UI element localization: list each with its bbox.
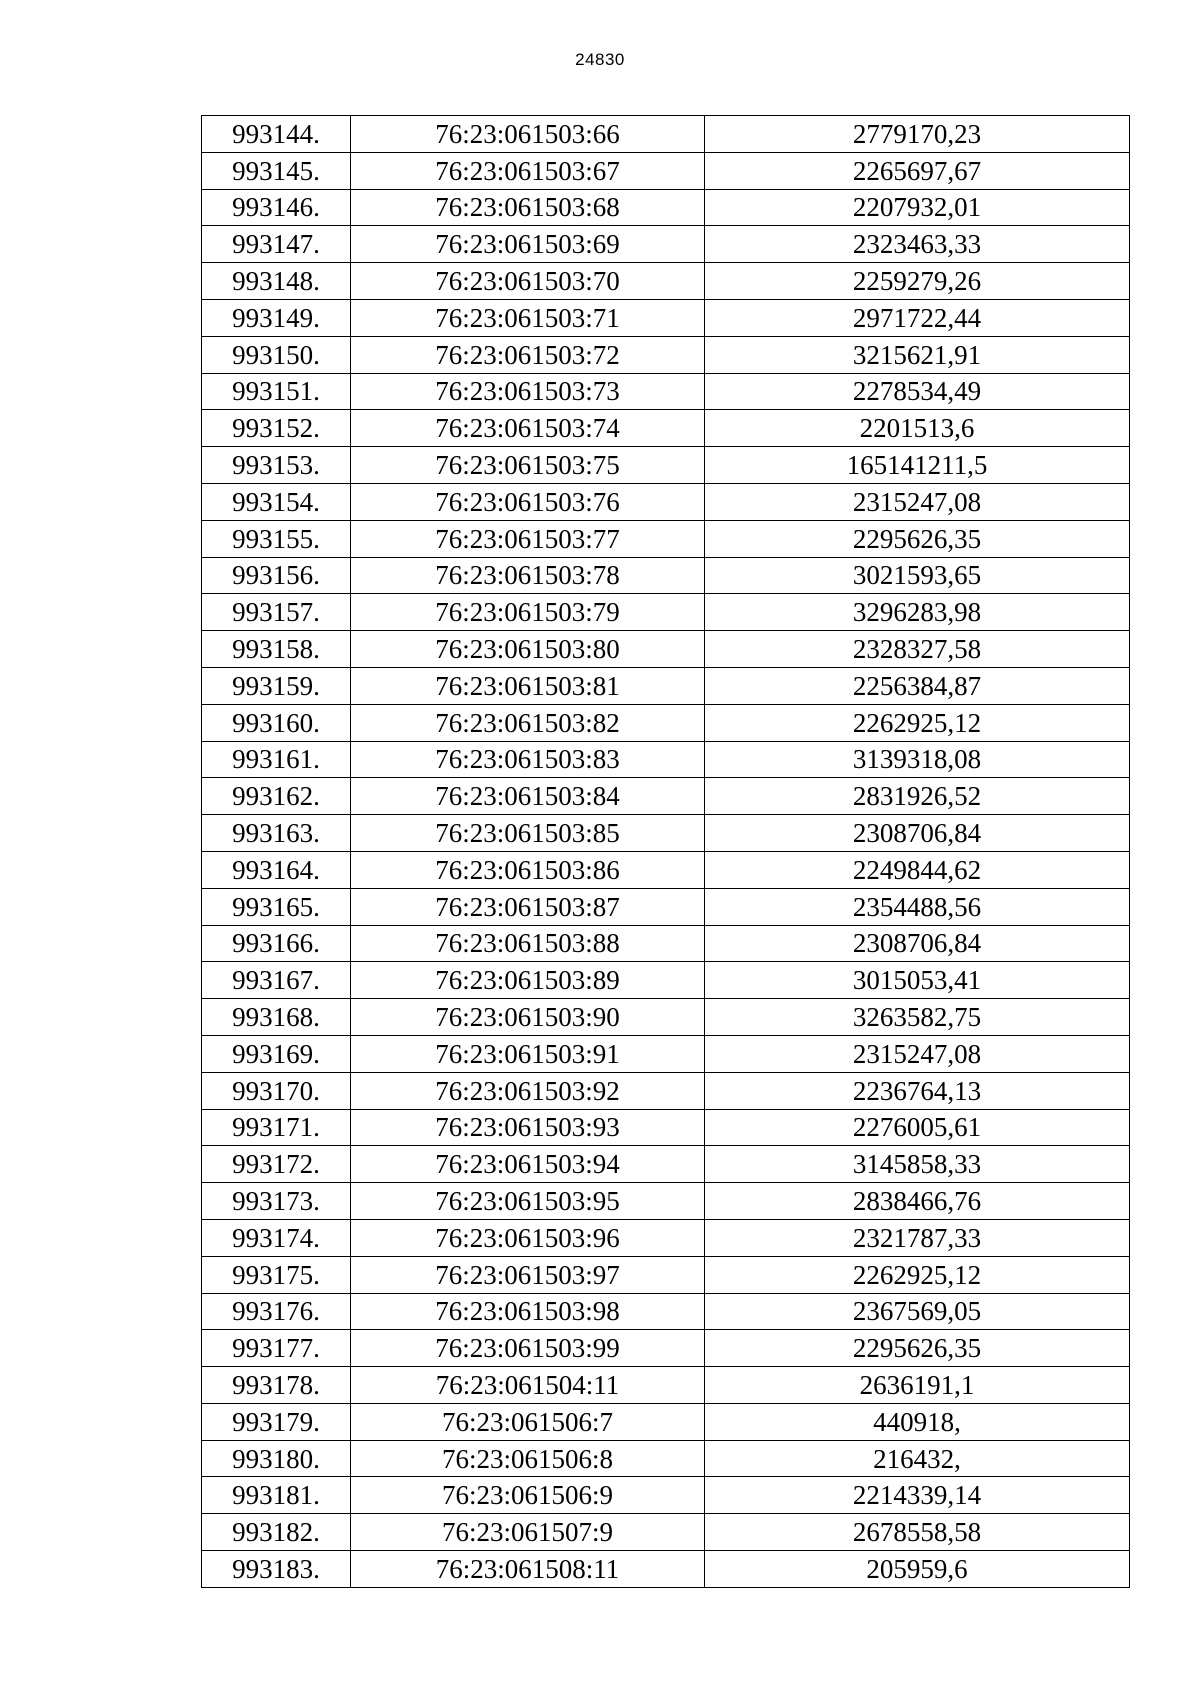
- table-row: [202, 851, 1130, 888]
- cadastral-number-cell: 76:23:061503:97: [351, 1256, 705, 1293]
- value-cell: 3296283,98: [705, 594, 1130, 631]
- row-index-cell: 993176.: [202, 1293, 351, 1330]
- row-index-cell: 993165.: [202, 888, 351, 925]
- cadastral-number-cell: 76:23:061503:91: [351, 1035, 705, 1072]
- cadastral-number-cell: 76:23:061506:9: [351, 1477, 705, 1514]
- table-row: [202, 1035, 1130, 1072]
- cadastral-number-cell: 76:23:061506:7: [351, 1403, 705, 1440]
- cadastral-number-cell: 76:23:061508:11: [351, 1551, 705, 1588]
- value-cell: 3215621,91: [705, 336, 1130, 373]
- table-row: [202, 1477, 1130, 1514]
- value-cell: 2276005,61: [705, 1109, 1130, 1146]
- table-row: [202, 447, 1130, 484]
- row-index-cell: 993162.: [202, 778, 351, 815]
- value-cell: 165141211,5: [705, 447, 1130, 484]
- table-row: [202, 594, 1130, 631]
- value-cell: 2971722,44: [705, 299, 1130, 336]
- cadastral-number-cell: 76:23:061503:70: [351, 263, 705, 300]
- cadastral-number-cell: 76:23:061503:80: [351, 631, 705, 668]
- page-number: 24830: [575, 50, 625, 69]
- value-cell: 2262925,12: [705, 704, 1130, 741]
- row-index-cell: 993177.: [202, 1330, 351, 1367]
- value-cell: 2779170,23: [705, 116, 1130, 153]
- row-index-cell: 993161.: [202, 741, 351, 778]
- row-index-cell: 993159.: [202, 667, 351, 704]
- cadastral-number-cell: 76:23:061503:82: [351, 704, 705, 741]
- row-index-cell: 993158.: [202, 631, 351, 668]
- cadastral-number-cell: 76:23:061503:88: [351, 925, 705, 962]
- table-row: [202, 557, 1130, 594]
- row-index-cell: 993153.: [202, 447, 351, 484]
- value-cell: 2367569,05: [705, 1293, 1130, 1330]
- value-cell: 205959,6: [705, 1551, 1130, 1588]
- value-cell: 2328327,58: [705, 631, 1130, 668]
- value-cell: 2207932,01: [705, 189, 1130, 226]
- table-row: [202, 1367, 1130, 1404]
- row-index-cell: 993183.: [202, 1551, 351, 1588]
- table-row: [202, 631, 1130, 668]
- value-cell: 440918,: [705, 1403, 1130, 1440]
- row-index-cell: 993181.: [202, 1477, 351, 1514]
- table-row: [202, 1072, 1130, 1109]
- value-cell: 3145858,33: [705, 1146, 1130, 1183]
- value-cell: 2636191,1: [705, 1367, 1130, 1404]
- table-row: [202, 888, 1130, 925]
- table-row: [202, 410, 1130, 447]
- row-index-cell: 993166.: [202, 925, 351, 962]
- value-cell: 2831926,52: [705, 778, 1130, 815]
- table-row: [202, 815, 1130, 852]
- table-row: [202, 1514, 1130, 1551]
- cadastral-number-cell: 76:23:061503:95: [351, 1183, 705, 1220]
- value-cell: 2315247,08: [705, 483, 1130, 520]
- value-cell: 2678558,58: [705, 1514, 1130, 1551]
- row-index-cell: 993173.: [202, 1183, 351, 1220]
- row-index-cell: 993157.: [202, 594, 351, 631]
- row-index-cell: 993179.: [202, 1403, 351, 1440]
- cadastral-number-cell: 76:23:061503:66: [351, 116, 705, 153]
- cadastral-number-cell: 76:23:061503:98: [351, 1293, 705, 1330]
- cadastral-number-cell: 76:23:061503:90: [351, 999, 705, 1036]
- row-index-cell: 993163.: [202, 815, 351, 852]
- value-cell: 2295626,35: [705, 520, 1130, 557]
- cadastral-number-cell: 76:23:061503:75: [351, 447, 705, 484]
- table-row: [202, 1183, 1130, 1220]
- data-table: [201, 115, 1130, 1588]
- value-cell: 3139318,08: [705, 741, 1130, 778]
- table-row: [202, 1256, 1130, 1293]
- row-index-cell: 993150.: [202, 336, 351, 373]
- value-cell: 3015053,41: [705, 962, 1130, 999]
- row-index-cell: 993144.: [202, 116, 351, 153]
- value-cell: 2236764,13: [705, 1072, 1130, 1109]
- row-index-cell: 993178.: [202, 1367, 351, 1404]
- row-index-cell: 993167.: [202, 962, 351, 999]
- cadastral-number-cell: 76:23:061503:76: [351, 483, 705, 520]
- table-row: [202, 520, 1130, 557]
- value-cell: 216432,: [705, 1440, 1130, 1477]
- value-cell: 2265697,67: [705, 152, 1130, 189]
- table-body: [202, 116, 1130, 1588]
- row-index-cell: 993172.: [202, 1146, 351, 1183]
- table-row: [202, 925, 1130, 962]
- table-row: [202, 1330, 1130, 1367]
- table-row: [202, 336, 1130, 373]
- table-row: [202, 189, 1130, 226]
- row-index-cell: 993175.: [202, 1256, 351, 1293]
- cadastral-number-cell: 76:23:061506:8: [351, 1440, 705, 1477]
- cadastral-number-cell: 76:23:061503:86: [351, 851, 705, 888]
- table-row: [202, 1551, 1130, 1588]
- row-index-cell: 993147.: [202, 226, 351, 263]
- table-row: [202, 704, 1130, 741]
- row-index-cell: 993170.: [202, 1072, 351, 1109]
- table-row: [202, 1440, 1130, 1477]
- value-cell: 2259279,26: [705, 263, 1130, 300]
- cadastral-number-cell: 76:23:061507:9: [351, 1514, 705, 1551]
- cadastral-number-cell: 76:23:061503:67: [351, 152, 705, 189]
- cadastral-number-cell: 76:23:061503:92: [351, 1072, 705, 1109]
- row-index-cell: 993151.: [202, 373, 351, 410]
- cadastral-number-cell: 76:23:061503:85: [351, 815, 705, 852]
- cadastral-number-cell: 76:23:061503:79: [351, 594, 705, 631]
- value-cell: 3263582,75: [705, 999, 1130, 1036]
- table-row: [202, 152, 1130, 189]
- value-cell: 2295626,35: [705, 1330, 1130, 1367]
- table-row: [202, 226, 1130, 263]
- value-cell: 2278534,49: [705, 373, 1130, 410]
- table-row: [202, 483, 1130, 520]
- table-row: [202, 962, 1130, 999]
- cadastral-number-cell: 76:23:061503:81: [351, 667, 705, 704]
- row-index-cell: 993160.: [202, 704, 351, 741]
- table-row: [202, 667, 1130, 704]
- cadastral-number-cell: 76:23:061503:77: [351, 520, 705, 557]
- cadastral-number-cell: 76:23:061503:99: [351, 1330, 705, 1367]
- cadastral-number-cell: 76:23:061503:93: [351, 1109, 705, 1146]
- row-index-cell: 993154.: [202, 483, 351, 520]
- value-cell: 2256384,87: [705, 667, 1130, 704]
- value-cell: 2249844,62: [705, 851, 1130, 888]
- table-row: [202, 1293, 1130, 1330]
- row-index-cell: 993149.: [202, 299, 351, 336]
- value-cell: 2214339,14: [705, 1477, 1130, 1514]
- row-index-cell: 993156.: [202, 557, 351, 594]
- row-index-cell: 993168.: [202, 999, 351, 1036]
- cadastral-number-cell: 76:23:061503:69: [351, 226, 705, 263]
- table-row: [202, 1219, 1130, 1256]
- value-cell: 2323463,33: [705, 226, 1130, 263]
- table-row: [202, 999, 1130, 1036]
- row-index-cell: 993146.: [202, 189, 351, 226]
- value-cell: 2308706,84: [705, 925, 1130, 962]
- cadastral-number-cell: 76:23:061503:71: [351, 299, 705, 336]
- cadastral-number-cell: 76:23:061503:87: [351, 888, 705, 925]
- row-index-cell: 993155.: [202, 520, 351, 557]
- cadastral-number-cell: 76:23:061503:96: [351, 1219, 705, 1256]
- value-cell: 2838466,76: [705, 1183, 1130, 1220]
- table-row: [202, 741, 1130, 778]
- cadastral-number-cell: 76:23:061503:74: [351, 410, 705, 447]
- value-cell: 2354488,56: [705, 888, 1130, 925]
- table-row: [202, 116, 1130, 153]
- row-index-cell: 993152.: [202, 410, 351, 447]
- cadastral-number-cell: 76:23:061503:78: [351, 557, 705, 594]
- table-row: [202, 778, 1130, 815]
- row-index-cell: 993171.: [202, 1109, 351, 1146]
- cadastral-number-cell: 76:23:061503:84: [351, 778, 705, 815]
- cadastral-number-cell: 76:23:061503:68: [351, 189, 705, 226]
- value-cell: 2321787,33: [705, 1219, 1130, 1256]
- table-row: [202, 1403, 1130, 1440]
- table-row: [202, 1146, 1130, 1183]
- cadastral-number-cell: 76:23:061503:72: [351, 336, 705, 373]
- value-cell: 2308706,84: [705, 815, 1130, 852]
- value-cell: 3021593,65: [705, 557, 1130, 594]
- table-row: [202, 373, 1130, 410]
- cadastral-number-cell: 76:23:061504:11: [351, 1367, 705, 1404]
- table-row: [202, 1109, 1130, 1146]
- cadastral-number-cell: 76:23:061503:73: [351, 373, 705, 410]
- row-index-cell: 993180.: [202, 1440, 351, 1477]
- table-row: [202, 299, 1130, 336]
- cadastral-number-cell: 76:23:061503:83: [351, 741, 705, 778]
- value-cell: 2201513,6: [705, 410, 1130, 447]
- value-cell: 2315247,08: [705, 1035, 1130, 1072]
- cadastral-number-cell: 76:23:061503:89: [351, 962, 705, 999]
- row-index-cell: 993145.: [202, 152, 351, 189]
- row-index-cell: 993164.: [202, 851, 351, 888]
- row-index-cell: 993148.: [202, 263, 351, 300]
- cadastral-number-cell: 76:23:061503:94: [351, 1146, 705, 1183]
- table-row: [202, 263, 1130, 300]
- row-index-cell: 993169.: [202, 1035, 351, 1072]
- row-index-cell: 993182.: [202, 1514, 351, 1551]
- value-cell: 2262925,12: [705, 1256, 1130, 1293]
- row-index-cell: 993174.: [202, 1219, 351, 1256]
